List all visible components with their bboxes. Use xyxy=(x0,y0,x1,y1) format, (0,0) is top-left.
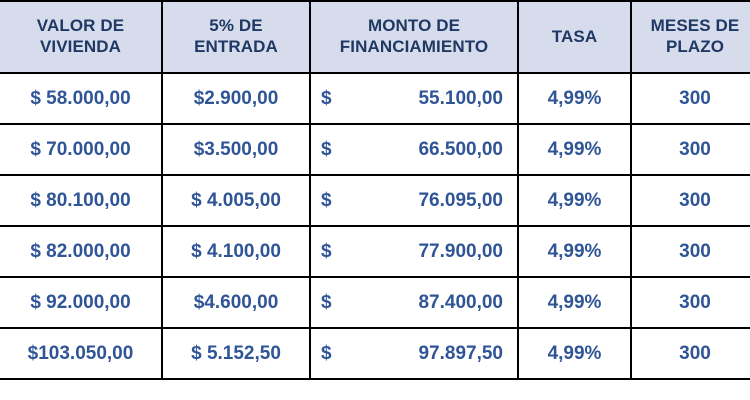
cell-entrada: $3.500,00 xyxy=(162,124,310,175)
cell-tasa: 4,99% xyxy=(518,277,631,328)
cell-entrada: $ 4.005,00 xyxy=(162,175,310,226)
cell-valor-vivienda: $ 70.000,00 xyxy=(0,124,162,175)
amount-value: 76.095,00 xyxy=(418,189,503,211)
cell-tasa: 4,99% xyxy=(518,175,631,226)
cell-tasa: 4,99% xyxy=(518,124,631,175)
table-row xyxy=(0,277,750,328)
cell-entrada: $2.900,00 xyxy=(162,73,310,124)
cell-valor-vivienda: $ 58.000,00 xyxy=(0,73,162,124)
cell-tasa: 4,99% xyxy=(518,73,631,124)
table-row xyxy=(0,226,750,277)
column-header-monto-financiamiento xyxy=(310,1,518,73)
currency-symbol: $ xyxy=(321,87,332,109)
table-body xyxy=(0,73,750,379)
cell-meses-plazo: 300 xyxy=(631,328,750,379)
cell-tasa: 4,99% xyxy=(518,328,631,379)
cell-monto-financiamiento xyxy=(310,124,518,175)
header-line-2: ENTRADA xyxy=(194,37,278,56)
table-row xyxy=(0,73,750,124)
column-header-entrada xyxy=(162,1,310,73)
cell-monto-financiamiento xyxy=(310,277,518,328)
cell-valor-vivienda: $103.050,00 xyxy=(0,328,162,379)
cell-valor-vivienda: $ 92.000,00 xyxy=(0,277,162,328)
table-header xyxy=(0,1,750,73)
cell-monto-financiamiento xyxy=(310,73,518,124)
header-line-1: VALOR DE xyxy=(36,16,125,36)
column-header-meses-plazo xyxy=(631,1,750,73)
cell-meses-plazo: 300 xyxy=(631,175,750,226)
column-header-valor-vivienda xyxy=(0,1,162,73)
amount-value: 77.900,00 xyxy=(418,240,503,262)
currency-symbol: $ xyxy=(321,342,332,364)
cell-entrada: $ 5.152,50 xyxy=(162,328,310,379)
cell-meses-plazo: 300 xyxy=(631,277,750,328)
table-row xyxy=(0,175,750,226)
header-line-1: MESES DE xyxy=(650,16,740,36)
amount-value: 55.100,00 xyxy=(418,87,503,109)
column-header-tasa xyxy=(518,1,631,73)
currency-symbol: $ xyxy=(321,240,332,262)
table-row xyxy=(0,328,750,379)
currency-symbol: $ xyxy=(321,291,332,313)
cell-entrada: $4.600,00 xyxy=(162,277,310,328)
cell-monto-financiamiento xyxy=(310,226,518,277)
amount-value: 87.400,00 xyxy=(418,291,503,313)
currency-symbol: $ xyxy=(321,138,332,160)
cell-tasa: 4,99% xyxy=(518,226,631,277)
cell-meses-plazo: 300 xyxy=(631,226,750,277)
cell-entrada: $ 4.100,00 xyxy=(162,226,310,277)
header-line-2: FINANCIAMIENTO xyxy=(339,37,489,56)
cell-valor-vivienda: $ 82.000,00 xyxy=(0,226,162,277)
amount-value: 66.500,00 xyxy=(418,138,503,160)
header-line-2: PLAZO xyxy=(665,37,725,56)
header-line-1: MONTO DE xyxy=(367,16,461,36)
cell-meses-plazo: 300 xyxy=(631,73,750,124)
currency-symbol: $ xyxy=(321,189,332,211)
header-line-1: TASA xyxy=(551,26,598,46)
header-line-1: 5% DE xyxy=(209,16,263,36)
cell-monto-financiamiento xyxy=(310,175,518,226)
amount-value: 97.897,50 xyxy=(418,342,503,364)
cell-monto-financiamiento xyxy=(310,328,518,379)
header-line-2: VIVIENDA xyxy=(39,37,122,56)
cell-valor-vivienda: $ 80.100,00 xyxy=(0,175,162,226)
cell-meses-plazo: 300 xyxy=(631,124,750,175)
header-row xyxy=(0,1,750,73)
table-row xyxy=(0,124,750,175)
